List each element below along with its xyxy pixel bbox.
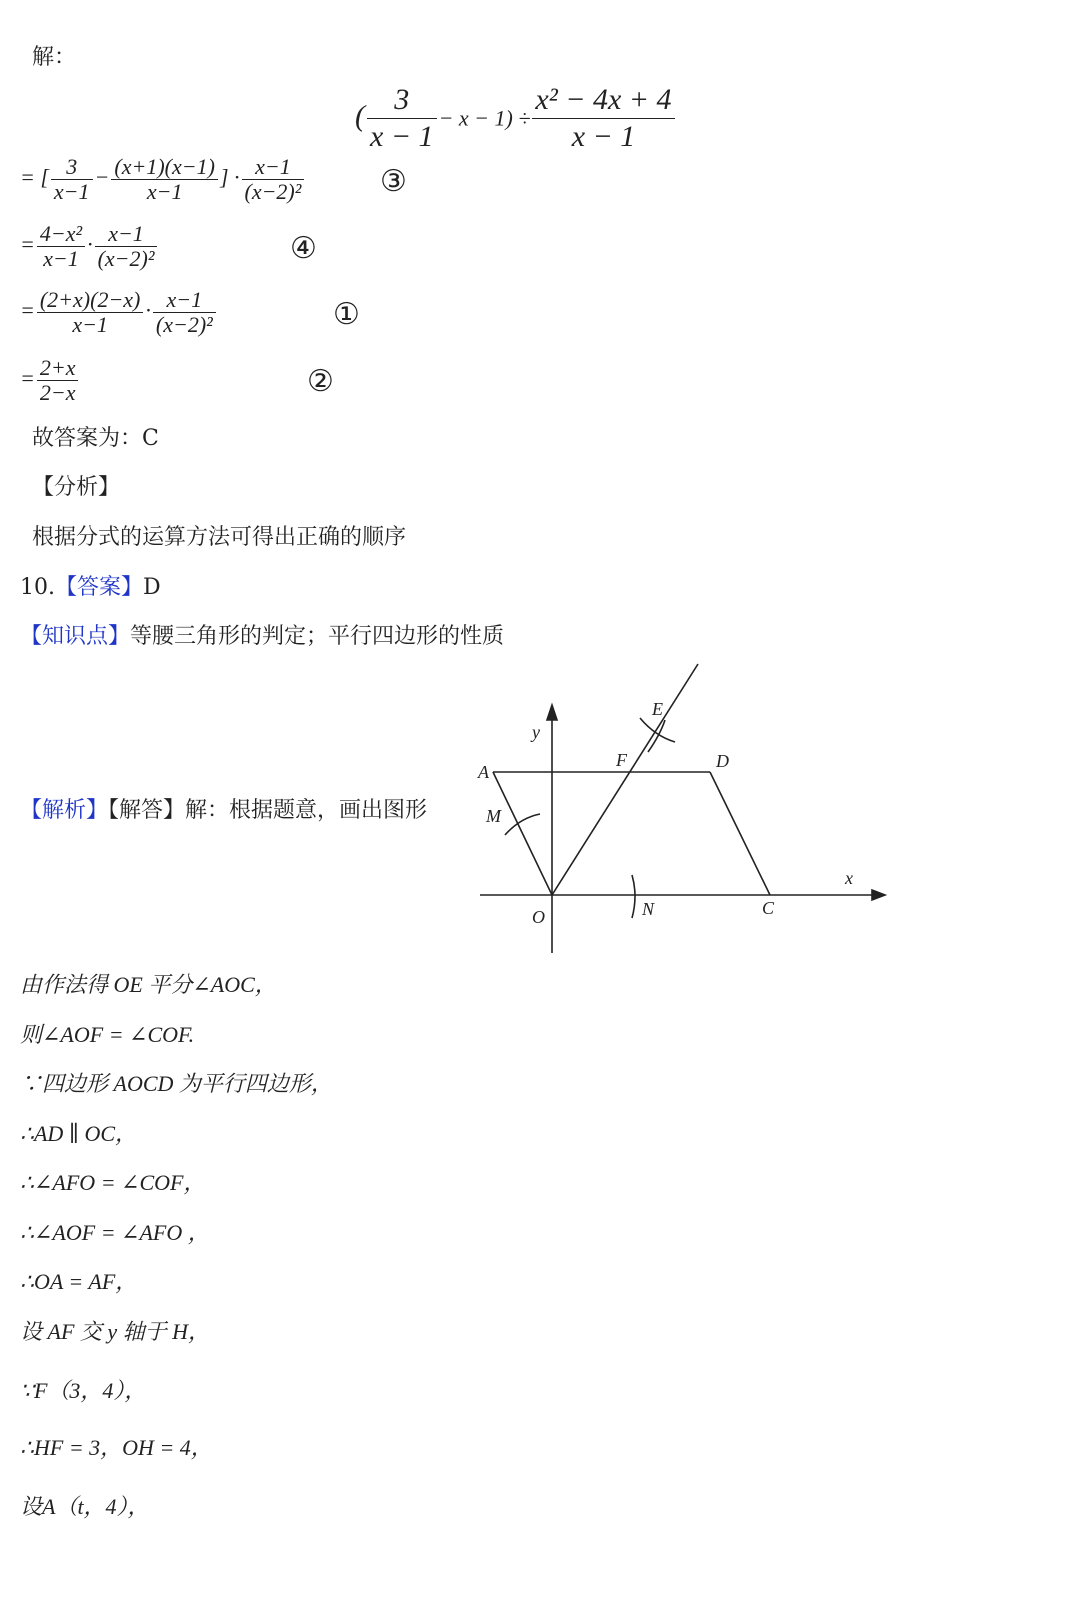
denominator: x−1: [53, 179, 90, 204]
segment-AO: [493, 772, 552, 895]
numerator: 3: [51, 155, 93, 180]
step-line: ∵四边形 AOCD 为平行四边形，: [20, 1071, 333, 1096]
label-A: A: [478, 762, 489, 782]
answer-value: D: [143, 575, 161, 600]
denominator: 2−x: [39, 380, 76, 405]
label-D: D: [716, 751, 729, 771]
minus-sign: −: [94, 164, 110, 190]
explanation-text: 【解答】解：根据题意，画出图形: [108, 798, 428, 823]
explanation-tag: 【解析】: [20, 798, 109, 823]
numerator: x−1: [153, 288, 216, 313]
answer-line: 故答案为：C: [32, 426, 159, 451]
denominator: x−1: [146, 179, 183, 204]
equals: =: [20, 365, 35, 391]
close-bracket-dot: ] ·: [219, 164, 240, 190]
numerator: x−1: [95, 222, 158, 247]
step-line: 设 AF 交 y 轴于 H，: [20, 1319, 211, 1344]
label-M: M: [486, 806, 501, 826]
denominator: x − 1: [571, 120, 636, 153]
numerator: (x+1)(x−1): [111, 155, 218, 180]
equals: =: [20, 231, 35, 257]
step-line: ∴∠AOF = ∠AFO ，: [20, 1220, 210, 1245]
question-number: 10.: [20, 575, 55, 600]
numerator: x−1: [242, 155, 305, 180]
analysis-heading: 【分析】: [32, 475, 121, 500]
numerator: 2+x: [37, 356, 79, 381]
label-y: y: [532, 722, 540, 742]
step-1-mark: ③: [380, 164, 407, 199]
knowledge-point-tag: 【知识点】: [20, 624, 131, 649]
numerator: x² − 4x + 4: [532, 82, 674, 119]
step-line: ∴OA = AF，: [20, 1269, 138, 1294]
dot: ·: [145, 297, 151, 323]
open-paren: (: [355, 99, 365, 133]
label-x: x: [845, 868, 853, 888]
numerator: (2+x)(2−x): [37, 288, 144, 313]
denominator: (x−2)²: [244, 179, 302, 204]
denominator: (x−2)²: [155, 312, 213, 337]
step-2-mark: ④: [290, 231, 317, 266]
step-line: ∴HF = 3，OH = 4，: [20, 1435, 213, 1460]
ray-OE: [552, 664, 698, 895]
step-line: 设A（t，4），: [20, 1494, 150, 1519]
x-axis-arrow: [872, 890, 885, 900]
arc-N: [632, 875, 635, 918]
segment-DC: [710, 772, 770, 895]
denominator: x − 1: [370, 120, 434, 153]
label-O: O: [532, 907, 545, 927]
label-C: C: [762, 898, 775, 918]
dot: ·: [87, 231, 93, 257]
step-line: 则∠AOF = ∠COF.: [20, 1022, 195, 1047]
y-axis-arrow: [547, 705, 557, 720]
step-4-mark: ②: [307, 364, 334, 399]
equals: =: [20, 297, 35, 323]
analysis-text: 根据分式的运算方法可得出正确的顺序: [32, 525, 407, 550]
label-N: N: [642, 899, 655, 919]
step-line: ∴AD ∥ OC，: [20, 1121, 138, 1146]
solution-label: 解：: [32, 45, 77, 70]
label-F: F: [616, 750, 627, 770]
step-line: ∵F（3，4），: [20, 1378, 147, 1403]
step-line: ∴∠AFO = ∠COF，: [20, 1170, 206, 1195]
middle-terms: − x − 1) ÷: [438, 105, 531, 131]
equals-bracket: = [: [20, 164, 49, 190]
denominator: x−1: [43, 246, 79, 271]
denominator: x−1: [72, 312, 108, 337]
denominator: (x−2)²: [97, 246, 155, 271]
answer-tag: 【答案】: [55, 575, 144, 600]
label-E: E: [652, 699, 663, 719]
step-3-mark: ①: [333, 297, 360, 332]
knowledge-point-text: 等腰三角形的判定；平行四边形的性质: [130, 624, 505, 649]
numerator: 4−x²: [37, 222, 85, 247]
numerator: 3: [367, 82, 437, 119]
step-line: 由作法得 OE 平分∠AOC，: [20, 972, 277, 997]
